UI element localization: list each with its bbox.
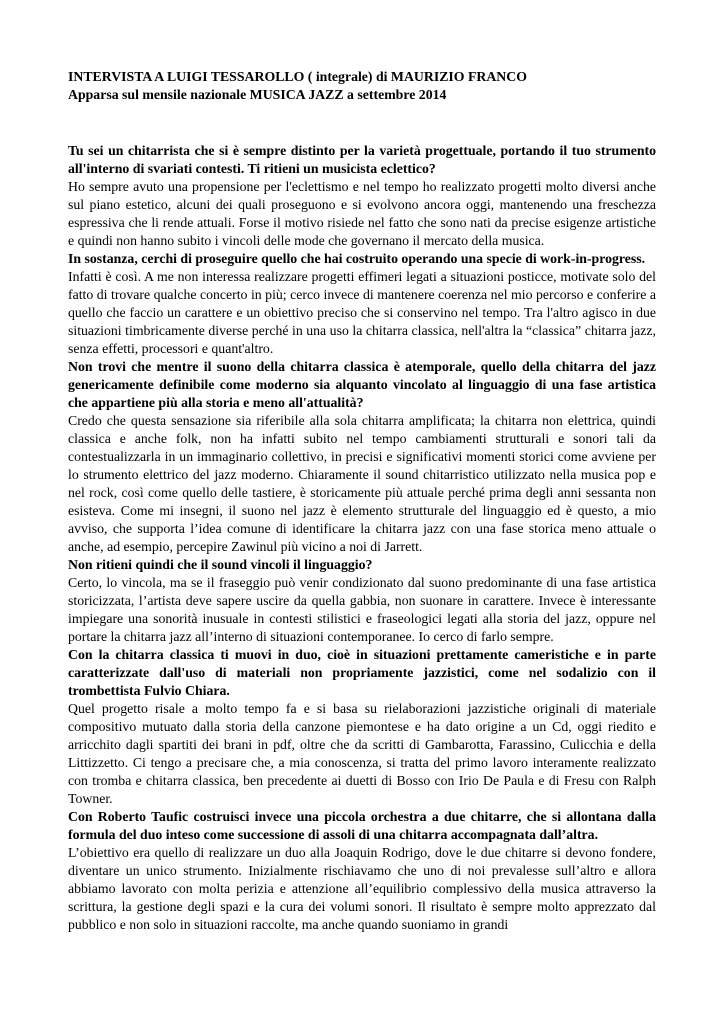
answer-1: Ho sempre avuto una propensione per l'eclettismo e nel tempo ho realizzato progetti molto diversi anche sul piano estetico, alcuni dei quali proseguono e si evolvono ancora oggi, mantenendo una freschezza espressiva che li rende attuali. Forse il motivo risiede nel fatto che sono nati da precise esigenze artistiche e quindi non hanno subito i vincoli delle mode che governano il mercato della musica. bbox=[68, 179, 656, 248]
document-header bbox=[68, 68, 656, 104]
question-1: Tu sei un chitarrista che si è sempre distinto per la varietà progettuale, portando il tuo strumento all'interno di svariati contesti. Ti ritieni un musicista eclettico? bbox=[68, 143, 656, 176]
answer-3: Credo che questa sensazione sia riferibile alla sola chitarra amplificata; la chitarra non elettrica, quindi classica e anche folk, non ha infatti subito nel tempo cambiamenti strutturali e sonori tali da contestualizzarla in un immaginario collettivo, in precisi e significativi momenti storici come avviene per lo strumento elettrico del jazz moderno. Chiaramente il sound chitarristico utilizzato nella musica pop e nel rock, così come quello delle tastiere, è storicamente più attuale perché prima degli anni sessanta non esisteva. Come mi insegni, il suono nel jazz è elemento strutturale del linguaggio ed è questo, a mio avviso, che supporta l’idea comune di identificare la chitarra jazz con una fase storica meno attuale o anche, ad esempio, percepire Zawinul più vicino a noi di Jarrett. bbox=[68, 413, 656, 554]
answer-5: Quel progetto risale a molto tempo fa e si basa su rielaborazioni jazzistiche originali di materiale compositivo mutuato dalla storia della canzone piemontese e ha dato origine a un Cd, oggi riedito e arricchito dagli spartiti dei brani in pdf, oltre che da scritti di Gambarotta, Farassino, Culicchia e della Littizzetto. Ci tengo a precisare che, a mia conoscenza, si tratta del primo lavoro interamente realizzato con tromba e chitarra classica, ben precedente ai duetti di Bosso con Irio De Paula e di Fresu con Ralph Towner. bbox=[68, 701, 656, 806]
answer-4: Certo, lo vincola, ma se il fraseggio può venir condizionato dal suono predominante di una fase artistica storicizzata, l’artista deve sapere uscire da quella gabbia, non suonare in carattere. Invece è interessante impiegare una sonorità inusuale in contesti stilistici e fraseologici legati alla storia del jazz, oppure nel portare la chitarra jazz all’interno di situazioni contemporanee. Io cerco di farlo sempre. bbox=[68, 575, 656, 644]
question-5: Con la chitarra classica ti muovi in duo, cioè in situazioni prettamente cameristiche e in parte caratterizzate dall'uso di materiali non propriamente jazzistici, come nel sodalizio con il trombettista Fulvio Chiara. bbox=[68, 647, 656, 698]
document-subtitle: Apparsa sul mensile nazionale MUSICA JAZZ a settembre 2014 bbox=[68, 87, 447, 102]
question-6: Con Roberto Taufic costruisci invece una piccola orchestra a due chitarre, che si allontana dalla formula del duo inteso come successione di assoli di una chitarra accompagnata dall’altra. bbox=[68, 809, 656, 842]
question-4: Non ritieni quindi che il sound vincoli il linguaggio? bbox=[68, 557, 373, 572]
answer-2: Infatti è così. A me non interessa realizzare progetti effimeri legati a situazioni posticce, motivate solo del fatto di trovare qualche concerto in più; cerco invece di mantenere coerenza nel mio percorso e conferire a quello che faccio un carattere e un obiettivo preciso che si conservino nel tempo. Tra l'altro agisco in due situazioni timbricamente diverse perché in una uso la chitarra classica, nell'altra la “classica” chitarra jazz, senza effetti, processori e quant'altro. bbox=[68, 269, 656, 356]
question-2: In sostanza, cerchi di proseguire quello che hai costruito operando una specie di work-in-progress. bbox=[68, 251, 646, 266]
question-3: Non trovi che mentre il suono della chitarra classica è atemporale, quello della chitarra del jazz genericamente definibile come moderno sia alquanto vincolato al linguaggio di una fase artistica che appartiene più alla storia e meno all'attualità? bbox=[68, 359, 656, 410]
answer-6: L’obiettivo era quello di realizzare un duo alla Joaquin Rodrigo, dove le due chitarre si devono fondere, diventare un unico strumento. Inizialmente rischiavamo che uno di noi prevalesse sull’altro e allora abbiamo lavorato con molta perizia e attenzione all’equilibrio complessivo della musica attraverso la scrittura, la gestione degli spazi e la cura dei volumi sonori. Il risultato è sempre molto apprezzato dal pubblico e non solo in situazioni raccolte, ma anche quando suoniamo in grandi bbox=[68, 845, 656, 932]
interview-body bbox=[68, 142, 656, 934]
document-title: INTERVISTA A LUIGI TESSAROLLO ( integrale) di MAURIZIO FRANCO bbox=[68, 69, 527, 84]
